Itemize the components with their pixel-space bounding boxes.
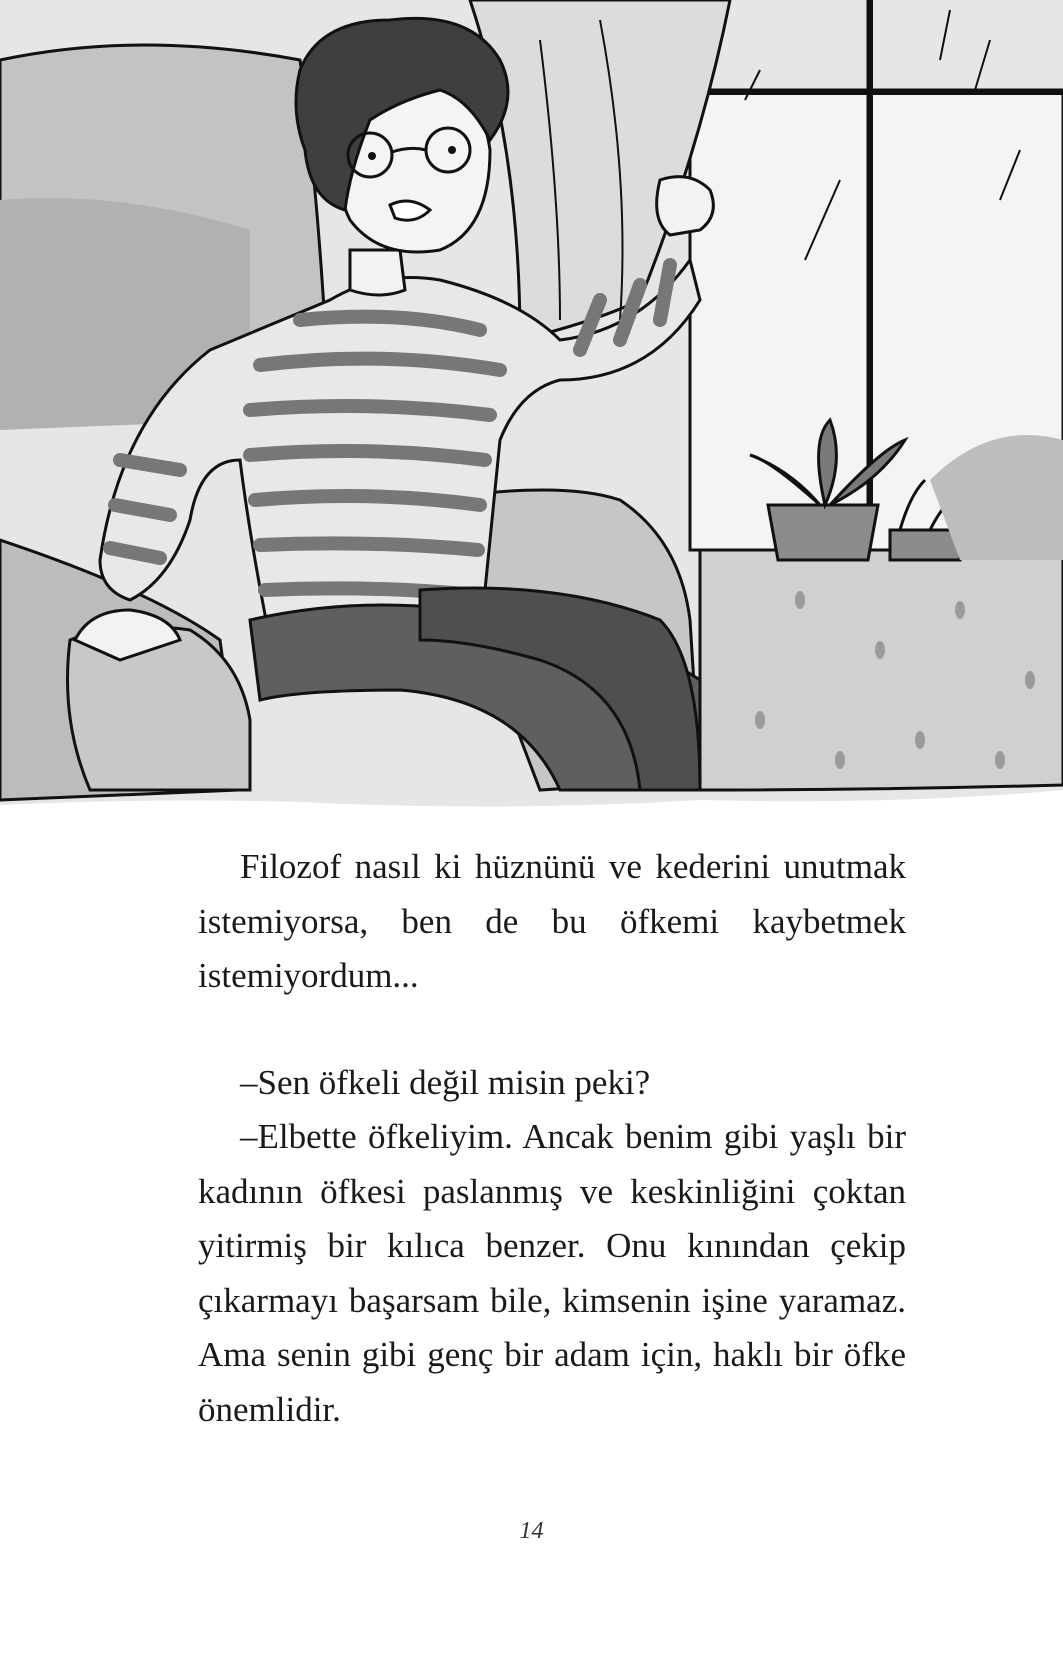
boy-on-sofa-illustration [0,0,1063,812]
page-text [198,840,906,1437]
paragraph-2: –Sen öfkeli değil misin peki? [240,1062,651,1102]
page-number: 14 [519,1518,544,1544]
paragraph-3: –Elbette öfkeliyim. Ancak benim gibi yaşlı bir kadının öfkesi paslanmış ve keskinliğini çoktan yitirmiş bir kılıca benzer. Onu kınından çekip çıkarmayı başarsam bile, kimsenin işine yaramaz. Ama senin gibi genç bir adam için, haklı bir öfke önemlidir. [198,1117,906,1429]
illustration [0,0,1063,812]
paragraph-1: Filozof nasıl ki hüznünü ve kederini unutmak istemiyorsa, ben de bu öfkemi kaybetmek istemiyordum... [198,847,906,995]
